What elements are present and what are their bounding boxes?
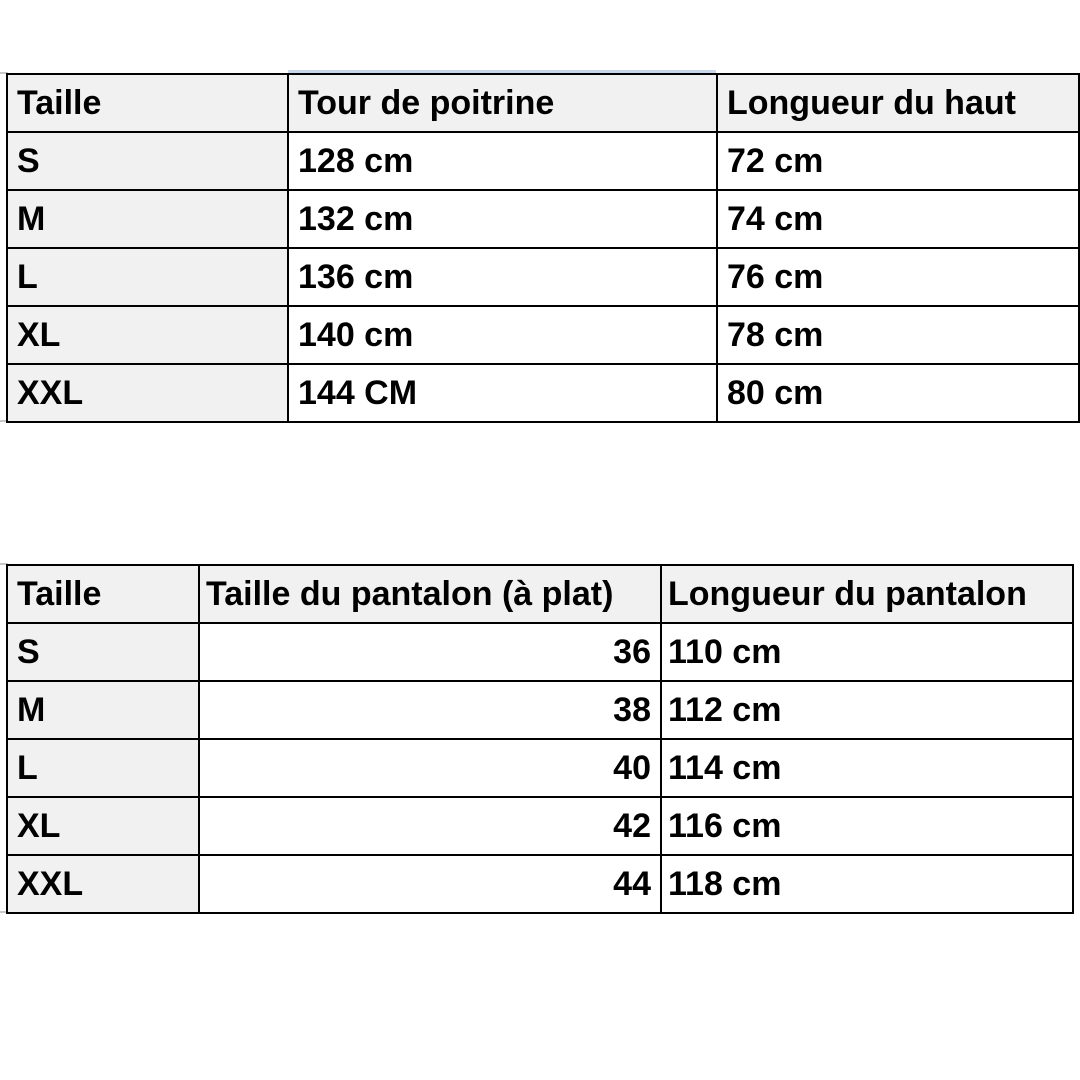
chest-cell[interactable]: 144 CM	[288, 364, 717, 422]
size-cell[interactable]: XXL	[7, 855, 199, 913]
size-cell[interactable]: XXL	[7, 364, 288, 422]
pants-size-table	[6, 564, 1074, 914]
size-cell[interactable]: M	[7, 681, 199, 739]
pants-width-cell[interactable]: 44	[199, 855, 661, 913]
pants-length-cell[interactable]: 116 cm	[661, 797, 1073, 855]
chest-cell[interactable]: 136 cm	[288, 248, 717, 306]
pants-width-cell[interactable]: 42	[199, 797, 661, 855]
top-length-cell[interactable]: 74 cm	[717, 190, 1079, 248]
header-cell-top-length[interactable]: Longueur du haut	[717, 74, 1079, 132]
pants-width-cell[interactable]: 36	[199, 623, 661, 681]
pants-length-cell[interactable]: 112 cm	[661, 681, 1073, 739]
table-row	[7, 132, 1079, 190]
top-length-cell[interactable]: 72 cm	[717, 132, 1079, 190]
top-length-cell[interactable]: 80 cm	[717, 364, 1079, 422]
size-cell[interactable]: M	[7, 190, 288, 248]
chest-cell[interactable]: 128 cm	[288, 132, 717, 190]
size-cell[interactable]: L	[7, 739, 199, 797]
size-cell[interactable]: XL	[7, 797, 199, 855]
table-row	[7, 623, 1073, 681]
size-cell[interactable]: XL	[7, 306, 288, 364]
table-row	[7, 739, 1073, 797]
table-row	[7, 797, 1073, 855]
table-header-row	[7, 565, 1073, 623]
chest-cell[interactable]: 140 cm	[288, 306, 717, 364]
table-row	[7, 855, 1073, 913]
header-cell-pants-length[interactable]: Longueur du pantalon	[661, 565, 1073, 623]
pants-length-cell[interactable]: 110 cm	[661, 623, 1073, 681]
header-cell-pants-width[interactable]: Taille du pantalon (à plat)	[199, 565, 661, 623]
pants-length-cell[interactable]: 118 cm	[661, 855, 1073, 913]
top-length-cell[interactable]: 78 cm	[717, 306, 1079, 364]
table-header-row	[7, 74, 1079, 132]
table-row	[7, 248, 1079, 306]
tops-size-table	[6, 73, 1080, 423]
table-row	[7, 306, 1079, 364]
header-cell-size[interactable]: Taille	[7, 74, 288, 132]
header-cell-chest[interactable]: Tour de poitrine	[288, 74, 717, 132]
size-cell[interactable]: S	[7, 623, 199, 681]
table-row	[7, 681, 1073, 739]
size-cell[interactable]: S	[7, 132, 288, 190]
size-cell[interactable]: L	[7, 248, 288, 306]
pants-width-cell[interactable]: 40	[199, 739, 661, 797]
pants-length-cell[interactable]: 114 cm	[661, 739, 1073, 797]
table-row	[7, 364, 1079, 422]
table-row	[7, 190, 1079, 248]
chest-cell[interactable]: 132 cm	[288, 190, 717, 248]
header-cell-size[interactable]: Taille	[7, 565, 199, 623]
top-length-cell[interactable]: 76 cm	[717, 248, 1079, 306]
pants-width-cell[interactable]: 38	[199, 681, 661, 739]
